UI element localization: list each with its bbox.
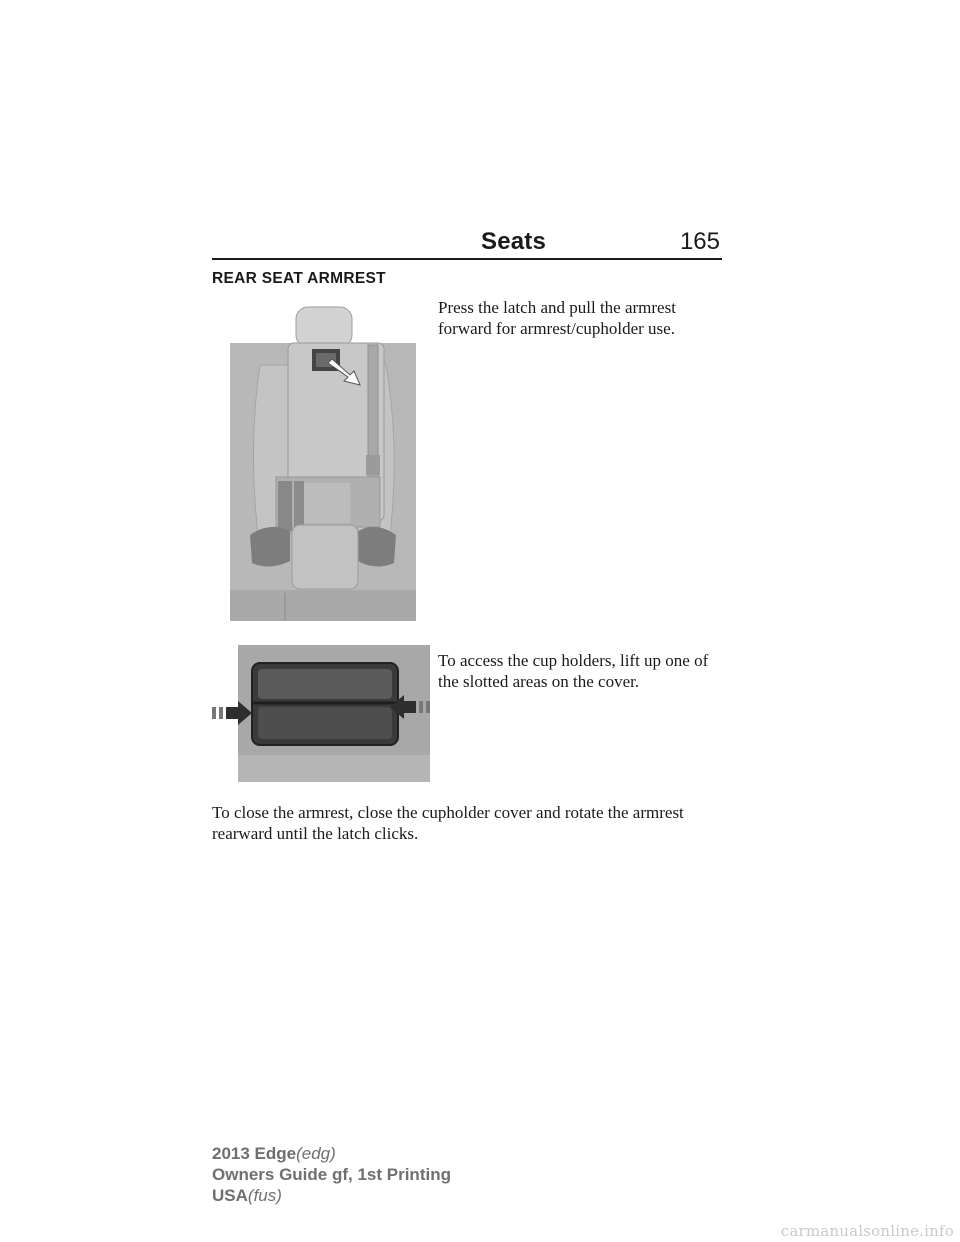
- page-number: 165: [679, 228, 720, 255]
- footer-model: 2013 Edge(edg): [212, 1144, 336, 1163]
- section-heading: REAR SEAT ARMREST: [212, 270, 386, 287]
- cupholder-cover-illustration: [210, 645, 432, 782]
- footer-printing: Owners Guide gf, 1st Printing: [212, 1165, 451, 1184]
- cupholder-instruction: To access the cup holders, lift up one of the slotted areas on the cover.: [438, 651, 709, 691]
- footer-region: USA(fus): [212, 1186, 282, 1205]
- latch-instruction: Press the latch and pull the armrest forward for armrest/cupholder use.: [438, 298, 676, 338]
- watermark: carmanualsonline.info: [780, 1222, 954, 1240]
- header-rule: [212, 258, 722, 260]
- rear-seat-armrest-illustration: [230, 305, 416, 621]
- page-section-title: Seats: [481, 228, 547, 255]
- close-instruction: To close the armrest, close the cupholder cover and rotate the armrest rearward until the latch clicks.: [212, 803, 684, 843]
